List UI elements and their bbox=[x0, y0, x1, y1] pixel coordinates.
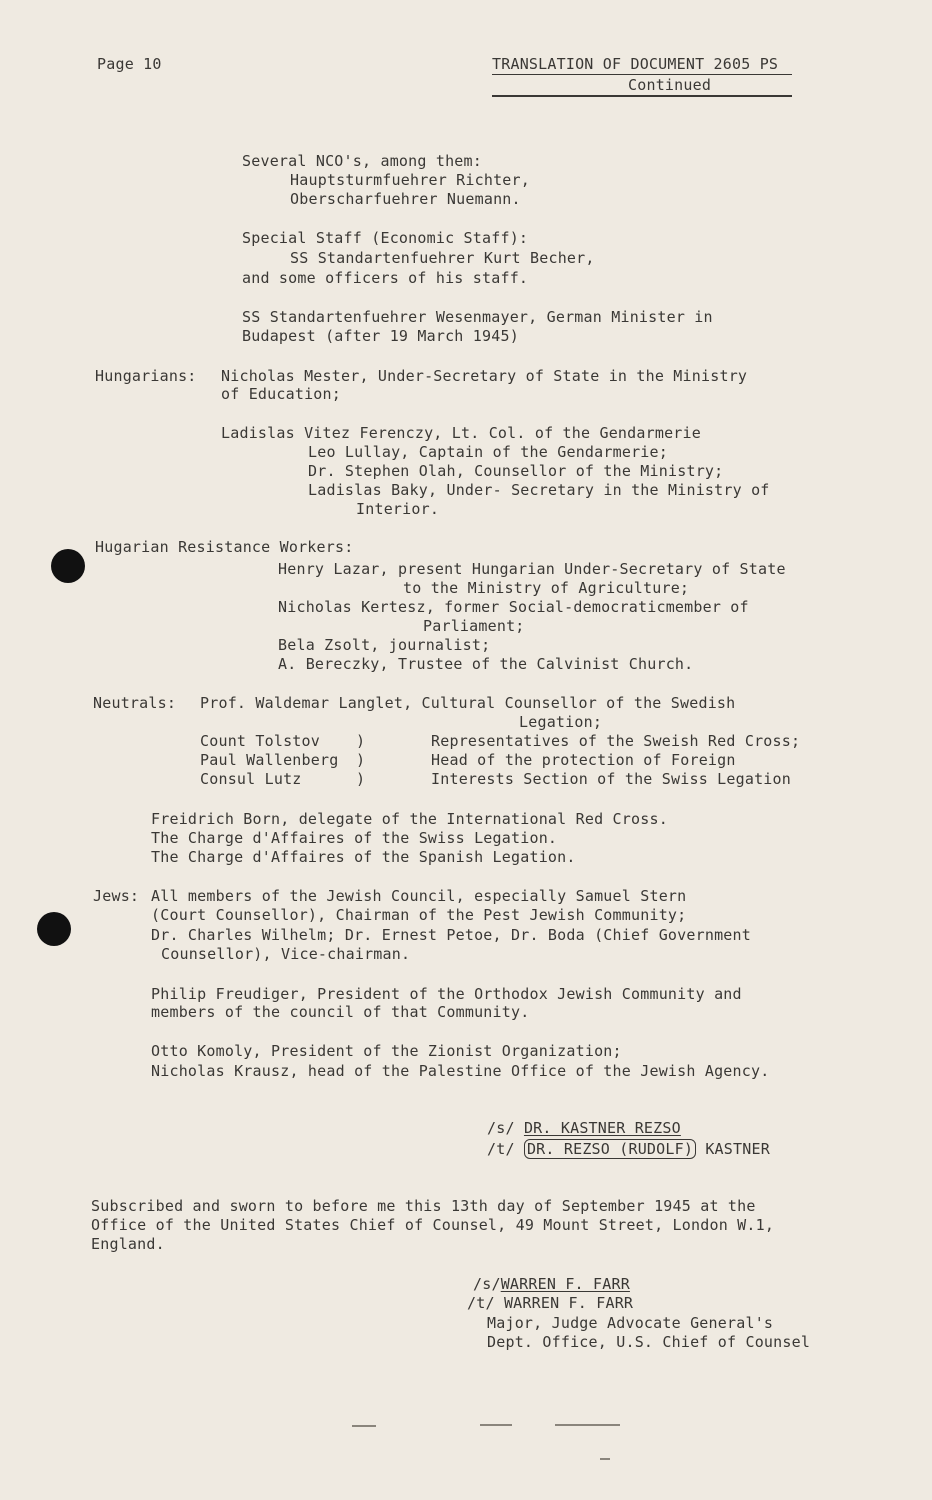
punch-hole-bottom bbox=[37, 912, 71, 946]
resistance-line-3: Nicholas Kertesz, former Social-democraticmember of bbox=[278, 598, 749, 616]
jews-line-3: Dr. Charles Wilhelm; Dr. Ernest Petoe, Dr. Boda (Chief Government bbox=[151, 926, 751, 944]
bottom-mark-4 bbox=[600, 1458, 610, 1460]
neutrals-name-3: Consul Lutz bbox=[200, 770, 302, 788]
kastner-typed-name-boxed: DR. REZSO (RUDOLF) bbox=[524, 1139, 696, 1159]
oath-line-2: Office of the United States Chief of Counsel, 49 Mount Street, London W.1, bbox=[91, 1216, 775, 1234]
wesenmayer-line-2: Budapest (after 19 March 1945) bbox=[242, 327, 519, 345]
jews-line-6: members of the council of that Community. bbox=[151, 1003, 530, 1021]
special-staff-intro: Special Staff (Economic Staff): bbox=[242, 229, 529, 247]
nco-name-1: Hauptsturmfuehrer Richter, bbox=[290, 171, 530, 189]
jews-line-1: All members of the Jewish Council, especially Samuel Stern bbox=[151, 887, 687, 905]
title-underline bbox=[492, 74, 792, 75]
kastner-signed-name: DR. KASTNER REZSO bbox=[523, 1119, 681, 1137]
hungarians-line-2: of Education; bbox=[221, 385, 341, 403]
neutrals-role-1: Representatives of the Sweish Red Cross; bbox=[431, 732, 801, 750]
farr-signature-line bbox=[473, 1275, 630, 1294]
wesenmayer-line-1: SS Standartenfuehrer Wesenmayer, German Minister in bbox=[242, 308, 713, 326]
officer-title-1: Major, Judge Advocate General's bbox=[487, 1314, 774, 1332]
hungarians-line-1: Nicholas Mester, Under-Secretary of State in the Ministry bbox=[221, 367, 748, 385]
neutrals-langlet-1: Prof. Waldemar Langlet, Cultural Counsellor of the Swedish bbox=[200, 694, 736, 712]
officer-typed-prefix: /t/ bbox=[467, 1294, 495, 1312]
farr-typed-line bbox=[467, 1294, 633, 1313]
farr-typed-name: WARREN F. FARR bbox=[503, 1294, 634, 1312]
bottom-mark-3 bbox=[555, 1424, 620, 1426]
special-staff-2: and some officers of his staff. bbox=[242, 269, 529, 287]
kastner-signature-line bbox=[487, 1119, 681, 1138]
nco-name-2: Oberscharfuehrer Nuemann. bbox=[290, 190, 521, 208]
bottom-mark-2 bbox=[480, 1424, 512, 1426]
header-rule bbox=[492, 95, 792, 97]
jews-line-4: Counsellor), Vice-chairman. bbox=[161, 945, 411, 963]
resistance-line-1: Henry Lazar, present Hungarian Under-Secretary of State bbox=[278, 560, 786, 578]
jews-line-8: Nicholas Krausz, head of the Palestine Office of the Jewish Agency. bbox=[151, 1062, 770, 1080]
resistance-line-6: A. Bereczky, Trustee of the Calvinist Church. bbox=[278, 655, 694, 673]
typed-prefix: /t/ bbox=[487, 1140, 515, 1158]
hungarians-line-5: Dr. Stephen Olah, Counsellor of the Ministry; bbox=[308, 462, 724, 480]
neutrals-role-2: Head of the protection of Foreign bbox=[431, 751, 736, 769]
hungarians-line-4: Leo Lullay, Captain of the Gendarmerie; bbox=[308, 443, 668, 461]
officer-title-2: Dept. Office, U.S. Chief of Counsel bbox=[487, 1333, 811, 1351]
jews-label: Jews: bbox=[93, 887, 140, 905]
kastner-typed-name-rest: KASTNER bbox=[705, 1140, 770, 1158]
farr-signed-name: WARREN F. FARR bbox=[500, 1275, 630, 1293]
neutrals-role-3: Interests Section of the Swiss Legation bbox=[431, 770, 791, 788]
neutrals-label: Neutrals: bbox=[93, 694, 177, 712]
page-number: Page 10 bbox=[97, 55, 162, 73]
resistance-line-5: Bela Zsolt, journalist; bbox=[278, 636, 491, 654]
hungarians-line-7: Interior. bbox=[356, 500, 440, 518]
bottom-mark-1 bbox=[352, 1425, 376, 1427]
jews-line-2: (Court Counsellor), Chairman of the Pest Jewish Community; bbox=[151, 906, 687, 924]
neutrals-name-2: Paul Wallenberg bbox=[200, 751, 339, 769]
neutrals-spanish-charge: The Charge d'Affaires of the Spanish Legation. bbox=[151, 848, 576, 866]
jews-line-7: Otto Komoly, President of the Zionist Organization; bbox=[151, 1042, 622, 1060]
special-staff-1: SS Standartenfuehrer Kurt Becher, bbox=[290, 249, 595, 267]
jews-line-5: Philip Freudiger, President of the Orthodox Jewish Community and bbox=[151, 985, 742, 1003]
oath-line-3: England. bbox=[91, 1235, 165, 1253]
signed-prefix: /s/ bbox=[487, 1119, 515, 1137]
oath-line-1: Subscribed and sworn to before me this 13th day of September 1945 at the bbox=[91, 1197, 756, 1215]
continued-label: Continued bbox=[628, 76, 712, 94]
hungarians-label: Hungarians: bbox=[95, 367, 197, 385]
resistance-line-4: Parliament; bbox=[423, 617, 525, 635]
officer-signed-prefix: /s/ bbox=[473, 1275, 501, 1293]
resistance-label: Hugarian Resistance Workers: bbox=[95, 538, 354, 556]
hungarians-line-3: Ladislas Vitez Ferenczy, Lt. Col. of the Gendarmerie bbox=[221, 424, 701, 442]
neutrals-bracket-1: ) bbox=[356, 732, 366, 750]
neutrals-swiss-charge: The Charge d'Affaires of the Swiss Legation. bbox=[151, 829, 558, 847]
punch-hole-top bbox=[51, 549, 85, 583]
nco-intro: Several NCO's, among them: bbox=[242, 152, 482, 170]
kastner-typed-line bbox=[487, 1140, 770, 1159]
document-title: TRANSLATION OF DOCUMENT 2605 PS bbox=[492, 55, 779, 73]
neutrals-langlet-2: Legation; bbox=[519, 713, 603, 731]
neutrals-bracket-2: ) bbox=[356, 751, 366, 769]
hungarians-line-6: Ladislas Baky, Under- Secretary in the Ministry of bbox=[308, 481, 770, 499]
neutrals-born: Freidrich Born, delegate of the International Red Cross. bbox=[151, 810, 668, 828]
resistance-line-2: to the Ministry of Agriculture; bbox=[403, 579, 690, 597]
neutrals-name-1: Count Tolstov bbox=[200, 732, 320, 750]
neutrals-bracket-3: ) bbox=[356, 770, 366, 788]
